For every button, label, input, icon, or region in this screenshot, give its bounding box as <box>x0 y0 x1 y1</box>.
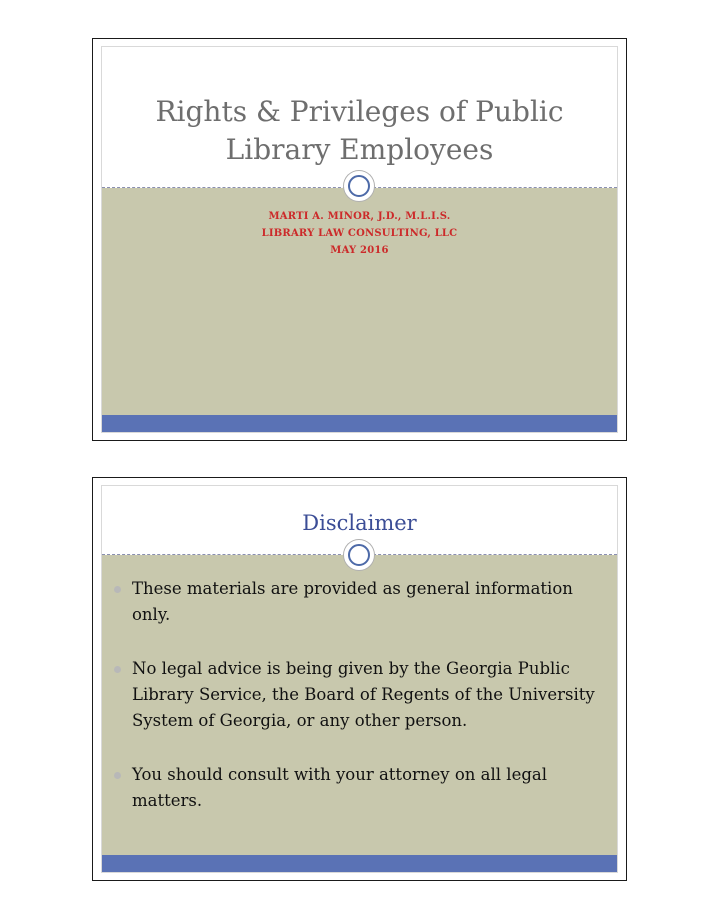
slide-1-title-area <box>102 47 617 188</box>
author-line: MARTI A. MINOR, J.D., M.L.I.S. <box>268 211 451 222</box>
bullet-text: No legal advice is being given by the Georgia Public Library Service, the Board of Regents of the University System of Georgia, or any other person. <box>132 659 595 730</box>
bullet-text: You should consult with your attorney on all legal matters. <box>132 765 548 810</box>
bullet-item <box>114 576 603 628</box>
date-line: MAY 2016 <box>330 245 389 256</box>
slide-2-footer-bar <box>102 855 617 872</box>
bullet-dot-icon <box>114 586 121 593</box>
slide-1-footer-bar <box>102 415 617 432</box>
slide-2-title: Disclaimer <box>302 511 417 535</box>
bullet-dot-icon <box>114 772 121 779</box>
disclaimer-bullet-list <box>114 576 603 842</box>
slide-1 <box>92 38 627 441</box>
slide-2-canvas <box>101 485 618 873</box>
bullet-item <box>114 656 603 734</box>
company-line: LIBRARY LAW CONSULTING, LLC <box>261 228 458 239</box>
slide-1-canvas <box>101 46 618 433</box>
slide-1-title: Rights & Privileges of Public Library Employees <box>155 95 564 166</box>
bullet-dot-icon <box>114 666 121 673</box>
divider-circle-icon <box>344 171 374 201</box>
bullet-text: These materials are provided as general information only. <box>132 579 573 624</box>
divider-circle-icon <box>344 540 374 570</box>
slide-2 <box>92 477 627 881</box>
slide-1-subtitle <box>102 208 617 259</box>
bullet-item <box>114 762 603 814</box>
